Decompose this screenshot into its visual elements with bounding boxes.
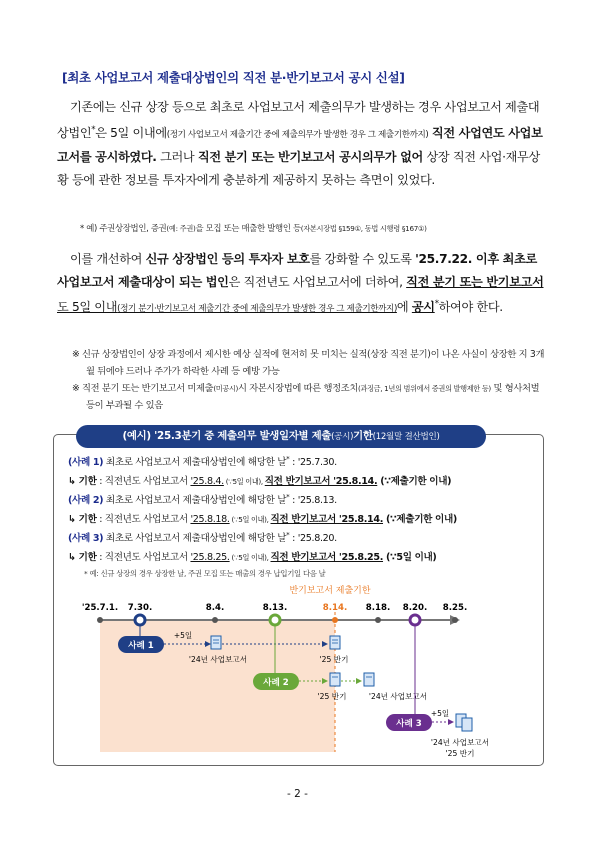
case3-label: 사례 3 <box>396 719 422 729</box>
page-number: - 2 - <box>287 788 308 800</box>
case1-doc2: '25 반기 <box>319 655 349 664</box>
case2-arrowhead-2 <box>356 678 362 684</box>
remark-2: ※ 직전 분기 또는 반기보고서 미제출(미공시)시 자본시장법에 따른 행정조치(과징금, 1년의 범위에서 증권의 발행제한 등) 및 형사처벌 등이 부과될 수 있음 <box>72 383 540 411</box>
case-1: (사례 1) 최초로 사업보고서 제출대상법인에 해당한 날* : '25.7.30. ↳ 기한 : 직전년도 사업보고서 '25.8.4. (∵5일 이내), 직전 반기보고서 '25.8.14. (∵제출기한 이내) <box>68 454 452 488</box>
case3-arrowhead <box>448 719 454 725</box>
case1-date-dot <box>135 615 145 625</box>
tick-dot <box>375 617 381 623</box>
case-footnote: * 예: 신규 상장의 경우 상장한 날, 주권 모집 또는 매출의 경우 납입기일 다음 날 <box>84 569 326 578</box>
document-icon <box>330 636 340 649</box>
case2-doc1: '25 반기 <box>317 692 347 701</box>
case3-doc2: '25 반기 <box>445 749 475 758</box>
case2-date-dot <box>270 615 280 625</box>
case2-label: 사례 2 <box>263 678 289 688</box>
footnote-issuer: * 예) 주권상장법인, 증권(예: 주권)을 모집 또는 매출한 발행인 등(자본시장법 §159①, 동법 시행령 §167①) <box>80 223 427 233</box>
case1-label: 사례 1 <box>128 641 154 651</box>
case3-date-dot <box>410 615 420 625</box>
date-label: 8.14. <box>322 603 348 613</box>
date-label: 8.13. <box>262 603 288 613</box>
date-label: 8.20. <box>402 603 428 613</box>
date-label: 8.4. <box>205 603 225 613</box>
case3-doc1: '24년 사업보고서 <box>430 738 490 747</box>
case-3: (사례 3) 최초로 사업보고서 제출대상법인에 해당한 날* : '25.8.20. ↳ 기한 : 직전년도 사업보고서 '25.8.25. (∵5일 이내), 직전 반기보고서 '25.8.25. (∵5일 이내) <box>68 530 437 564</box>
case3-offset: +5일 <box>430 709 450 718</box>
paragraph-improvement: 이를 개선하여 신규 상장법인 등의 투자자 보호를 강화할 수 있도록 '25.7.22. 이후 최초로 사업보고서 제출대상이 되는 법인은 직전년도 사업보고서에 더하여, 직전 분기 또는 반기보고서도 5일 이내(정기 분기·반기보고서 제출기간 중에 제출의무가 발생한 경우 그 제출기한까지)에 공시*하여야 한다. <box>57 252 544 315</box>
document-icon <box>211 636 221 649</box>
paragraph-background: 기존에는 신규 상장 등으로 최초로 사업보고서 제출의무가 발생하는 경우 사업보고서 제출대상법인*은 5일 이내에(정기 사업보고서 제출기간 중에 제출의무가 발생한 경우 그 제출기한까지) 직전 사업연도 사업보고서를 공시하였다. 그러나 직전 분기 또는 반기보고서 공시의무가 없어 상장 직전 사업·재무상황 등에 관한 정보를 투자자에게 충분하게 제공하지 못하는 측면이 있었다. <box>57 100 543 187</box>
date-label: '25.7.1. <box>81 603 119 613</box>
deadline-dot <box>332 617 338 623</box>
tick-dot <box>212 617 218 623</box>
deadline-label: 반기보고서 제출기한 <box>289 586 371 596</box>
tick-dot <box>452 617 458 623</box>
example-box-title: (예시) '25.3분기 중 제출의무 발생일자별 제출(공시)기한(12월말 결산법인) <box>76 425 486 448</box>
date-label: 7.30. <box>127 603 153 613</box>
section-heading: [최초 사업보고서 제출대상법인의 직전 분·반기보고서 공시 신설] <box>62 70 405 85</box>
case2-doc2: '24년 사업보고서 <box>368 692 428 701</box>
document-icon <box>456 714 472 731</box>
date-label: 8.18. <box>365 603 391 613</box>
document-icon <box>364 673 374 686</box>
document-icon <box>330 673 340 686</box>
case-2: (사례 2) 최초로 사업보고서 제출대상법인에 해당한 날* : '25.8.13. ↳ 기한 : 직전년도 사업보고서 '25.8.18. (∵5일 이내), 직전 반기보고서 '25.8.14. (∵제출기한 이내) <box>68 492 457 526</box>
case1-offset: +5일 <box>173 631 193 640</box>
date-label: 8.25. <box>442 603 468 613</box>
remark-1: ※ 신규 상장법인이 상장 과정에서 제시한 예상 실적에 현저히 못 미치는 실적(상장 직전 분기)이 나온 사실이 상장한 지 3개월 뒤에야 드러나 주가가 하락한 사례 등 예방 가능 <box>72 349 545 377</box>
case1-doc1: '24년 사업보고서 <box>188 655 248 664</box>
tick-dot <box>97 617 103 623</box>
